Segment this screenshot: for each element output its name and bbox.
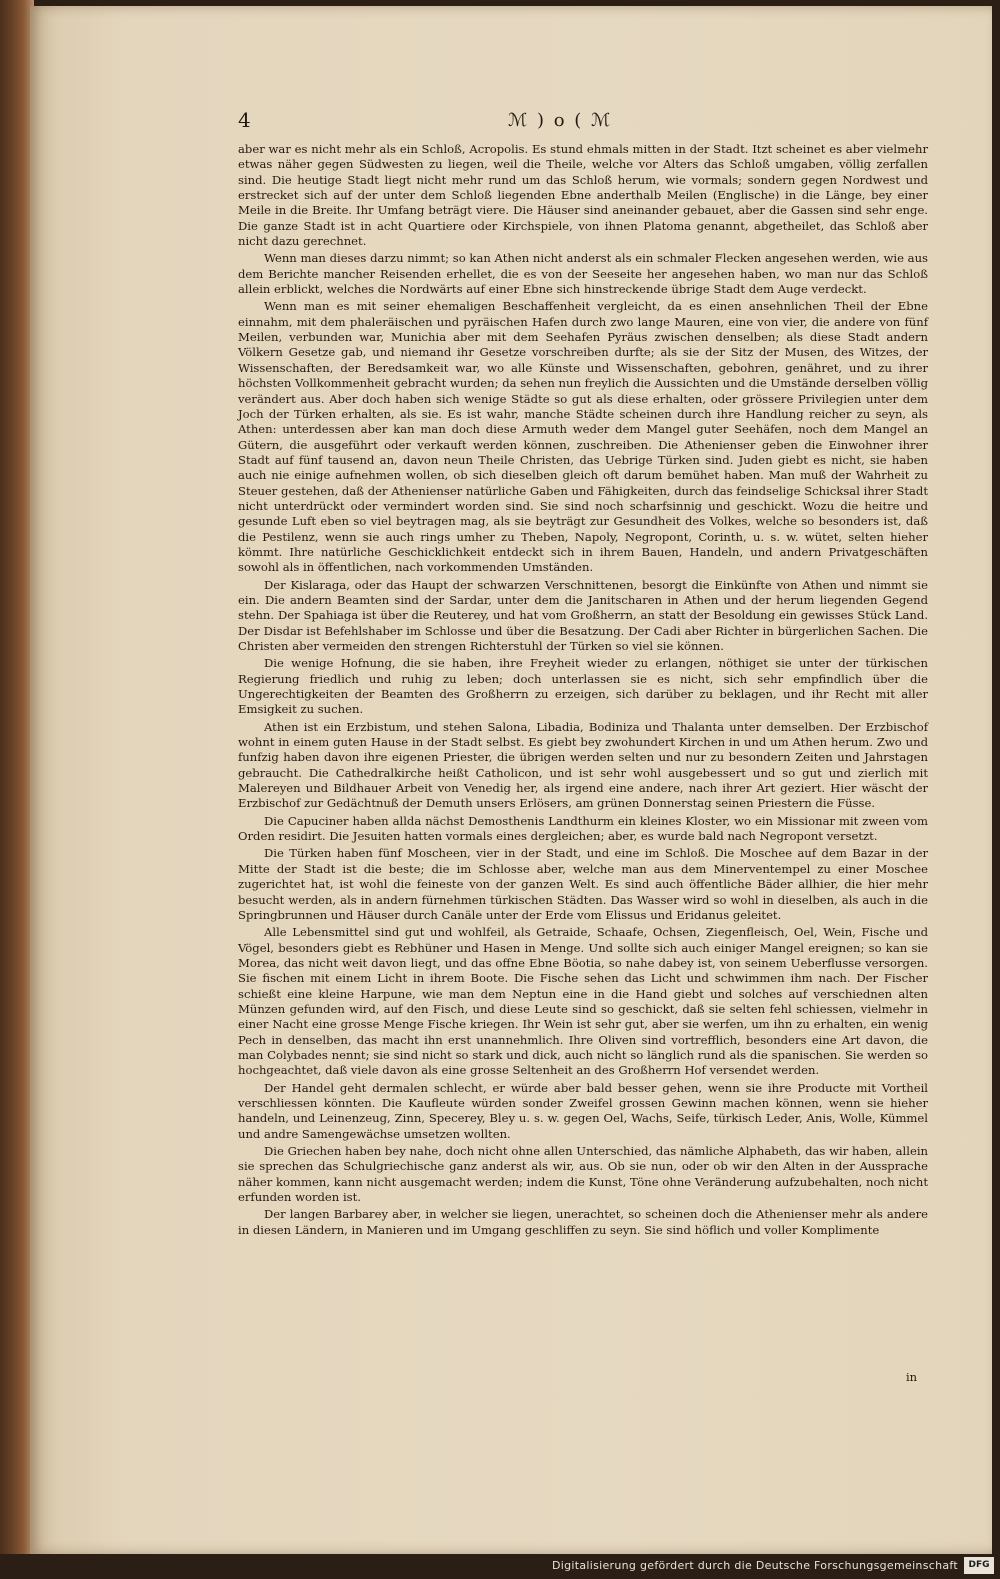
header-ornament: ℳ ) o ( ℳ bbox=[508, 110, 613, 131]
paragraph: Die wenige Hofnung, die sie haben, ihre Freyheit wieder zu erlangen, nöthiget sie unter der türkischen Regierung friedlich und ruhig zu leben; doch unterlassen sie es nicht, sich sehr empfindlich über die Ungerechtigkeiten der Beamten des Großherrn zu erzeigen, sich darüber zu beklagen, und ihr Recht mit aller Emsigkeit zu suchen. bbox=[238, 656, 928, 717]
digitization-credit: Digitalisierung gefördert durch die Deutsche Forschungsgemeinschaft bbox=[551, 1559, 958, 1572]
catchword: in bbox=[906, 1370, 918, 1384]
paragraph: Alle Lebensmittel sind gut und wohlfeil, als Getraide, Schaafe, Ochsen, Ziegenfleisch, Oel, Wein, Fische und Vögel, besonders giebt es Rebhüner und Hasen in Menge. Und sollte sich auch einiger Mangel ereignen; so kan sie Morea, das nicht weit davon liegt, und das offne Ebne Böotia, so nahe dabey ist, von seinem Ueberflusse versorgen. Sie fischen mit einem Licht in ihrem Boote. Die Fische sehen das Licht und schwimmen ihm nach. Der Fischer schießt eine kleine Harpune, wie man dem Neptun eine in die Hand giebt und solches auf verschiednen alten Münzen gefunden wird, auf den Fisch, und diese Leute sind so geschickt, daß sie selten fehl schiessen, vielmehr in einer Nacht eine grosse Menge Fische kriegen. Ihr Wein ist sehr gut, aber sie werfen, um ihn zu erhalten, ein wenig Pech in denselben, das macht ihn erst unannehmlich. Ihre Oliven sind vortrefflich, besonders eine Art davon, die man Colybades nennt; sie sind nicht so stark und dick, auch nicht so länglich rund als die spanischen. Sie werden so hochgeachtet, daß viele davon als eine grosse Seltenheit an des Großherrn Hof versendet werden. bbox=[238, 925, 928, 1078]
paragraph: Wenn man es mit seiner ehemaligen Beschaffenheit vergleicht, da es einen ansehnlichen Theil der Ebne einnahm, mit dem phaleräischen und pyräischen Hafen durch zwo lange Mauren, eine von vier, die andere von fünf Meilen, verbunden war, Munichia aber mit dem Seehafen Pyräus zwischen denselben; als diese Stadt andern Völkern Gesetze gab, und niemand ihr Gesetze vorschreiben durfte; als sie der Sitz der Musen, des Witzes, der Wissenschaften, der Beredsamkeit war, wo alle Künste und Wissenschaften, gebohren, genähret, und zu ihrer höchsten Vollkommenheit gebracht wurden; da sehen nun freylich die Aussichten und die Umstände derselben völlig verändert aus. Aber doch haben sich wenige Städte so gut als diese erhalten, oder grössere Privilegien unter dem Joch der Türken erhalten, als sie. Es ist wahr, manche Städte scheinen durch ihre Handlung reicher zu seyn, als Athen: unterdessen aber kan man doch diese Armuth weder dem Mangel guter Seehäfen, noch dem Mangel an Gütern, die ausgeführt oder verkauft werden können, zuschreiben. Die Athenienser geben die Einwohner ihrer Stadt auf fünf tausend an, davon neun Theile Christen, das Uebrige Türken sind. Juden giebt es nicht, sie haben auch nie einige aufnehmen wollen, ob sich dieselben gleich oft darum bemühet haben. Man muß der Wahrheit zu Steuer gestehen, daß der Athenienser natürliche Gaben und Fähigkeiten, durch das feindselige Schicksal ihrer Stadt nicht unterdrückt oder vermindert worden sind. Sie sind noch scharfsinnig und geschickt. Wozu die heitre und gesunde Luft eben so viel beytragen mag, als sie beyträgt zur Gesundheit des Volkes, welche so besonders ist, daß die Pestilenz, wenn sie auch rings umher zu Theben, Napoly, Negropont, Corinth, u. s. w. wütet, selten hieher kömmt. Ihre natürliche Geschicklichkeit entdeckt sich in ihrem Bauen, Handeln, und andern Privatgeschäften sowohl als in öffentlichen, nach vorkommenden Umständen. bbox=[238, 299, 929, 575]
dfg-logo: DFG bbox=[964, 1557, 994, 1574]
page-header bbox=[238, 108, 928, 138]
paragraph: Die Capuciner haben allda nächst Demosthenis Landthurm ein kleines Kloster, wo ein Missionar mit zween vom Orden residirt. Die Jesuiten hatten vormals eines dergleichen; aber, es wurde bald nach Negropont versetzt. bbox=[238, 813, 928, 844]
paragraph: Die Griechen haben bey nahe, doch nicht ohne allen Unterschied, das nämliche Alphabeth, das wir haben, allein sie sprechen das Schulgriechische ganz anderst als wir, aus. Ob sie nun, oder ob wir den Alten in der Aussprache näher kommen, kann nicht ausgemacht werden; indem die Kunst, Töne ohne Veränderung aufzubehalten, noch nicht erfunden worden ist. bbox=[238, 1144, 928, 1205]
page-number: 4 bbox=[238, 108, 251, 132]
paragraph: Der Handel geht dermalen schlecht, er würde aber bald besser gehen, wenn sie ihre Producte mit Vortheil verschliessen könnten. Die Kaufleute würden sonder Zweifel grossen Gewinn machen können, wenn sie hieher handeln, und Leinenzeug, Zinn, Specerey, Bley u. s. w. gegen Oel, Wachs, Seife, türkisch Leder, Anis, Wolle, Kümmel und andre Samengewächse umsetzen wollten. bbox=[238, 1080, 928, 1141]
paragraph: aber war es nicht mehr als ein Schloß, Acropolis. Es stund ehmals mitten in der Stadt. Itzt scheinet es aber vielmehr etwas näher gegen Südwesten zu liegen, weil die Theile, welche vor Alters das Schloß umgaben, völlig zerfallen sind. Die heutige Stadt liegt nicht mehr rund um das Schloß herum, wie vormals; sondern gegen Nordwest und erstrecket sich auf der unter dem Schloß liegenden Ebne anderthalb Meilen (Englische) in die Länge, bey einer Meile in die Breite. Ihr Umfang beträgt viere. Die Häuser sind aneinander gebauet, aber die Gassen sind sehr enge. Die ganze Stadt ist in acht Quartiere oder Kirchspiele, von ihnen Platoma genannt, abgetheilet, das Schloß aber nicht dazu gerechnet. bbox=[238, 142, 928, 249]
footer-bar bbox=[0, 1554, 1000, 1579]
paragraph: Wenn man dieses darzu nimmt; so kan Athen nicht anderst als ein schmaler Flecken angesehen werden, wie aus dem Berichte mancher Reisenden erhellet, die es von der Seeseite her angesehen haben, wo man nur das Schloß allein erblickt, welches die Nordwärts auf einer Ebne sich hinstreckende übrige Stadt dem Auge verdeckt. bbox=[238, 251, 928, 297]
paragraph: Der langen Barbarey aber, in welcher sie liegen, unerachtet, so scheinen doch die Athenienser mehr als andere in diesen Ländern, in Manieren und im Umgang geschliffen zu seyn. Sie sind höflich und voller Komplimente bbox=[238, 1207, 928, 1237]
book-binding bbox=[0, 0, 34, 1579]
paragraph: Der Kislaraga, oder das Haupt der schwarzen Verschnittenen, besorgt die Einkünfte von Athen und nimmt sie ein. Die andern Beamten sind der Sardar, unter dem die Janitscharen in Athen und der herum liegenden Gegend stehn. Der Spahiaga ist über die Reuterey, und hat vom Großherrn, an statt der Besoldung ein gewisses Stück Land. Der Disdar ist Befehlshaber im Schlosse und über die Besatzung. Der Cadi aber Richter in bürgerlichen Sachen. Die Christen aber vermeiden den strengen Richterstuhl der Türken so viel sie können. bbox=[238, 577, 928, 653]
body-text bbox=[238, 142, 928, 1240]
paragraph: Athen ist ein Erzbistum, und stehen Salona, Libadia, Bodiniza und Thalanta unter demselben. Der Erzbischof wohnt in einem guten Hause in der Stadt selbst. Es giebt bey zwohundert Kirchen in und um Athen herum. Zwo und funfzig haben davon ihre eigenen Priester, die übrigen werden selten und nur zu besondern Zeiten und Jahrstagen gebraucht. Die Cathedralkirche heißt Catholicon, und ist sehr wohl ausgebessert und so gut und zierlich mit Malereyen und Bildhauer Arbeit von Venedig her, als irgend eine andere, nach ihrer Art geziert. Hier wäscht der Erzbischof zur Gedächtnuß der Demuth unsers Erlösers, am grünen Donnerstag seinen Priestern die Füsse. bbox=[238, 719, 928, 811]
paragraph: Die Türken haben fünf Moscheen, vier in der Stadt, und eine im Schloß. Die Moschee auf dem Bazar in der Mitte der Stadt ist die beste; die im Schlosse aber, welche man aus dem Minerventempel zu einer Moschee zugerichtet hat, ist wohl die feineste von der ganzen Welt. Es sind auch öffentliche Bäder allhier, die hier mehr besucht werden, als in andern fürnehmen türkischen Städten. Das Wasser wird so wohl in dieselben, als auch in die Springbrunnen und Häuser durch Canäle unter der Erde vom Elissus und Eridanus geleitet. bbox=[238, 846, 928, 922]
